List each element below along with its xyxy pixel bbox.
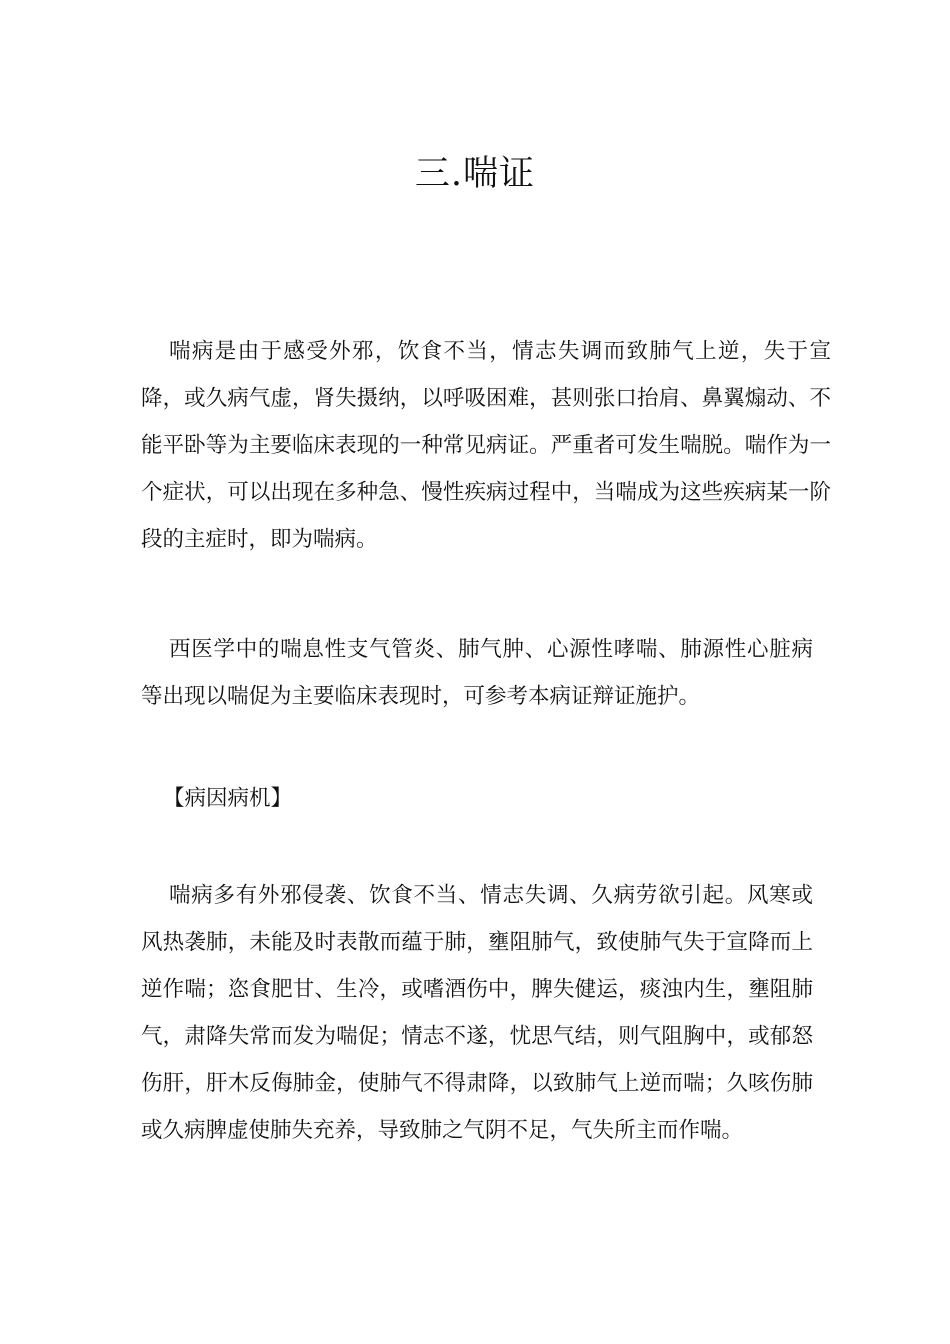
paragraph-western-medicine: 西医学中的喘息性支气管炎、肺气肿、心源性哮喘、肺源性心脏病等出现以喘促为主要临床表现时，可参考本病证辩证施护。 bbox=[141, 637, 813, 709]
paragraph-etiology: 喘病多有外邪侵袭、饮食不当、情志失调、久病劳欲引起。风寒或风热袭肺，未能及时表散而蕴于肺，壅阻肺气，致使肺气失于宣降而上逆作喘；恣食肥甘、生冷，或嗜酒伤中，脾失健运，痰浊内生，壅阻肺气，肃降失常而发为喘促；情志不遂，忧思气结，则气阻胸中，或郁怒伤肝，肝木反侮肺金，使肺气不得肃降，以致肺气上逆而喘；久咳伤肺或久病脾虚使肺失充养，导致肺之气阴不足，气失所主而作喘。 bbox=[141, 883, 813, 1143]
page-title: 三.喘证 bbox=[414, 154, 536, 194]
section-heading-etiology: 【病因病机】 bbox=[163, 786, 293, 811]
paragraph-definition: 喘病是由于感受外邪，饮食不当，情志失调而致肺气上逆，失于宣降，或久病气虚，肾失摄纳，以呼吸困难，甚则张口抬肩、鼻翼煽动、不能平卧等为主要临床表现的一种常见病证。严重者可发生喘脱。喘作为一个症状，可以出现在多种急、慢性疾病过程中，当喘成为这些疾病某一阶段的主症时，即为喘病。 bbox=[141, 339, 831, 552]
